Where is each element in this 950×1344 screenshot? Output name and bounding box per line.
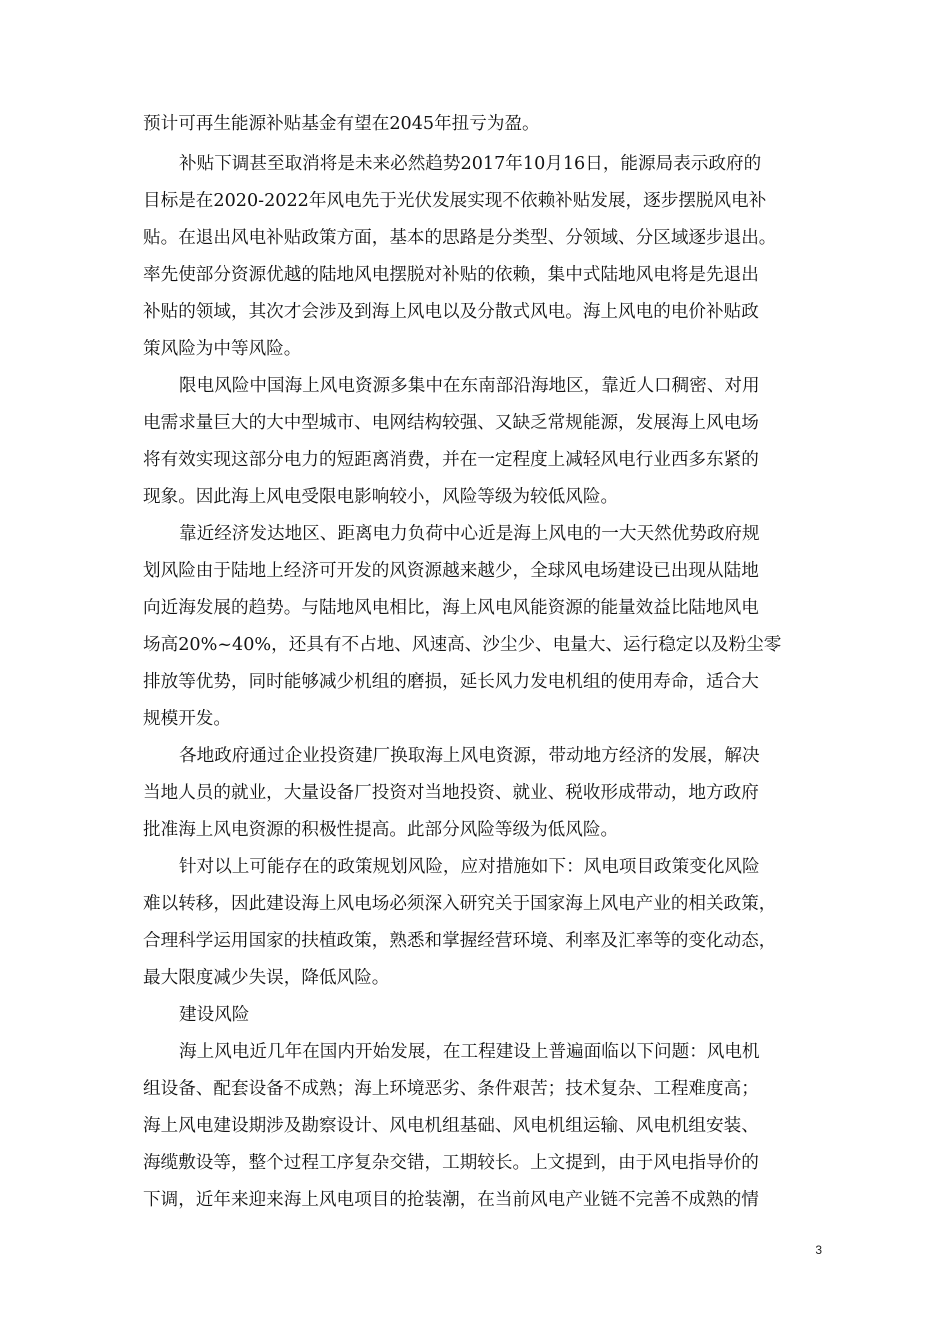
body-line-16: 排放等优势，同时能够减少机组的磨损，延长风力发电机组的使用寿命，适合大 xyxy=(143,672,759,692)
body-line-18: 各地政府通过企业投资建厂换取海上风电资源，带动地方经济的发展，解决 xyxy=(179,746,760,766)
body-line-7: 策风险为中等风险。 xyxy=(143,339,302,359)
body-line-26: 海上风电近几年在国内开始发展，在工程建设上普遍面临以下问题：风电机 xyxy=(179,1042,760,1062)
body-line-27: 组设备、配套设备不成熟；海上环境恶劣、条件艰苦；技术复杂、工程难度高； xyxy=(143,1079,759,1099)
section-heading: 建设风险 xyxy=(179,1005,250,1025)
body-line-17: 规模开发。 xyxy=(143,709,231,729)
body-line-12: 靠近经济发达地区、距离电力负荷中心近是海上风电的一大天然优势政府规 xyxy=(179,524,760,544)
body-line-9: 电需求量巨大的大中型城市、电网结构较强、又缺乏常规能源，发展海上风电场 xyxy=(143,413,759,433)
body-line-21: 针对以上可能存在的政策规划风险，应对措施如下：风电项目政策变化风险 xyxy=(179,857,760,877)
body-line-23: 合理科学运用国家的扶植政策，熟悉和掌握经营环境、利率及汇率等的变化动态， xyxy=(143,931,777,951)
body-line-5: 率先使部分资源优越的陆地风电摆脱对补贴的依赖，集中式陆地风电将是先退出 xyxy=(143,265,759,285)
body-line-10: 将有效实现这部分电力的短距离消费，并在一定程度上减轻风电行业西多东紧的 xyxy=(143,450,759,470)
body-line-1: 预计可再生能源补贴基金有望在2045年扭亏为盈。 xyxy=(143,114,540,134)
body-line-15: 场高20%~40%，还具有不占地、风速高、沙尘少、电量大、运行稳定以及粉尘零 xyxy=(143,635,782,655)
body-line-28: 海上风电建设期涉及勘察设计、风电机组基础、风电机组运输、风电机组安装、 xyxy=(143,1116,759,1136)
body-line-29: 海缆敷设等，整个过程工序复杂交错，工期较长。上文提到，由于风电指导价的 xyxy=(143,1153,759,1173)
body-line-24: 最大限度减少失误，降低风险。 xyxy=(143,968,390,988)
body-line-8: 限电风险中国海上风电资源多集中在东南部沿海地区，靠近人口稠密、对用 xyxy=(179,376,760,396)
body-line-13: 划风险由于陆地上经济可开发的风资源越来越少，全球风电场建设已出现从陆地 xyxy=(143,561,759,581)
body-line-4: 贴。在退出风电补贴政策方面，基本的思路是分类型、分领域、分区域逐步退出。 xyxy=(143,228,777,248)
body-line-3: 目标是在2020-2022年风电先于光伏发展实现不依赖补贴发展，逐步摆脱风电补 xyxy=(143,191,767,211)
body-line-30: 下调，近年来迎来海上风电项目的抢装潮，在当前风电产业链不完善不成熟的情 xyxy=(143,1190,759,1210)
body-line-14: 向近海发展的趋势。与陆地风电相比，海上风电风能资源的能量效益比陆地风电 xyxy=(143,598,759,618)
body-line-19: 当地人员的就业，大量设备厂投资对当地投资、就业、税收形成带动，地方政府 xyxy=(143,783,759,803)
body-line-11: 现象。因此海上风电受限电影响较小，风险等级为较低风险。 xyxy=(143,487,619,507)
body-line-2: 补贴下调甚至取消将是未来必然趋势2017年10月16日，能源局表示政府的 xyxy=(179,154,762,174)
body-line-6: 补贴的领域，其次才会涉及到海上风电以及分散式风电。海上风电的电价补贴政 xyxy=(143,302,759,322)
page-number: 3 xyxy=(815,1243,822,1257)
body-line-20: 批准海上风电资源的积极性提高。此部分风险等级为低风险。 xyxy=(143,820,619,840)
body-line-22: 难以转移，因此建设海上风电场必须深入研究关于国家海上风电产业的相关政策， xyxy=(143,894,777,914)
